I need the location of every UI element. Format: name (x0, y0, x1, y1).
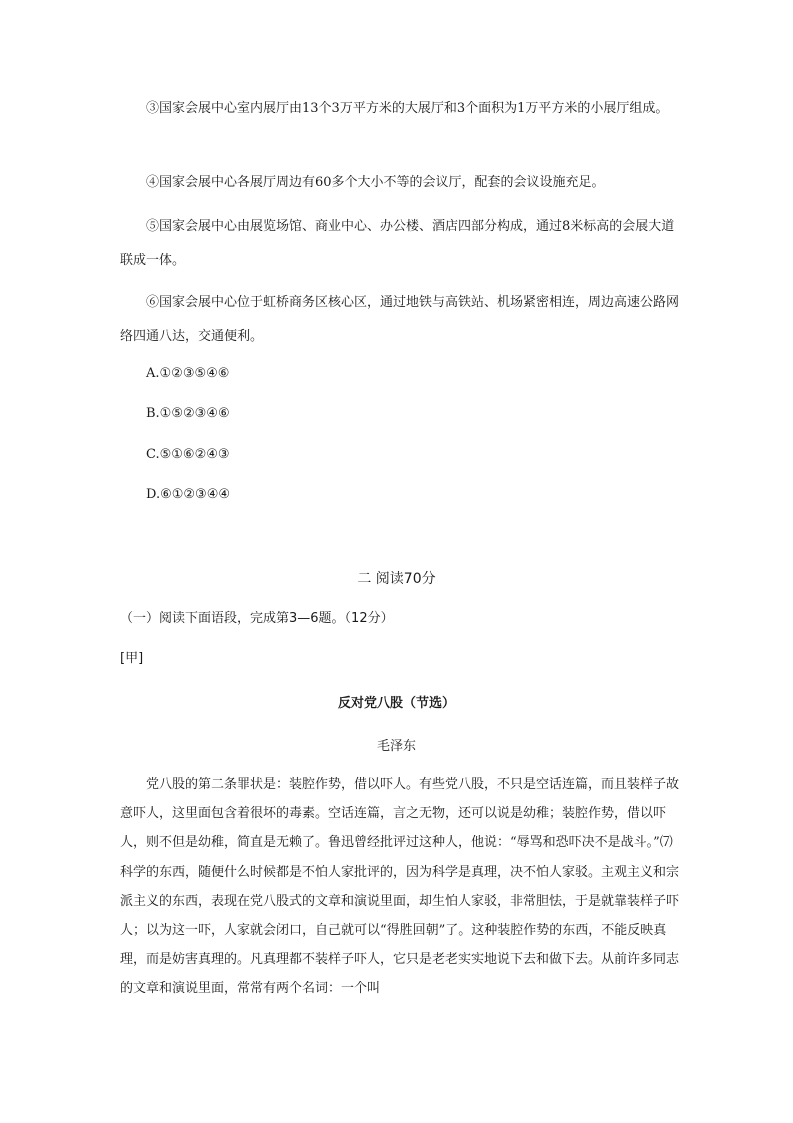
choice-b: B.①⑤②③④⑥ (146, 406, 230, 421)
passage-label: [甲] (120, 651, 144, 666)
option-statement-3: ③国家会展中心室内展厅由13个3万平方米的大展厅和3个面积为1万平方米的小展厅组成。 (146, 101, 669, 116)
option-statement-6: ⑥国家会展中心位于虹桥商务区核心区，通过地铁与高铁站、机场紧密相连，周边高速公路网络四通八达，交通便利。 (120, 295, 680, 344)
section-heading: 二 阅读70分 (357, 571, 436, 587)
choice-a: A.①②③⑤④⑥ (146, 366, 230, 381)
question-intro: （一）阅读下面语段，完成第3—6题。（12分） (120, 611, 394, 626)
choice-c: C.⑤①⑥②④③ (146, 447, 230, 462)
passage-title: 反对党八股（节选） (337, 696, 455, 711)
choice-d: D.⑥①②③④④ (146, 487, 231, 502)
option-statement-5: ⑤国家会展中心由展览场馆、商业中心、办公楼、酒店四部分构成，通过8米标高的会展大道联成一体。 (120, 219, 675, 268)
passage-author: 毛泽东 (376, 739, 416, 754)
passage-body: 党八股的第二条罪状是：装腔作势，借以吓人。有些党八股，不只是空话连篇，而且装样子故意吓人，这里面包含着很坏的毒素。空话连篇，言之无物，还可以说是幼稚；装腔作势，借以吓人，则不但是幼稚，简直是无赖了。鲁迅曾经批评过这种人，他说：“辱骂和恐吓决不是战斗。”⑺科学的东西，随便什么时候都是不怕人家批评的，因为科学是真理，决不怕人家驳。主观主义和宗派主义的东西，表现在党八股式的文章和演说里面，却生怕人家驳，非常胆怯，于是就靠装样子吓人；以为这一吓，人家就会闭口，自己就可以“得胜回朝”了。这种装腔作势的东西，不能反映真理，而是妨害真理的。凡真理都不装样子吓人，它只是老老实实地说下去和做下去。从前许多同志的文章和演说里面，常常有两个名词：一个叫 (120, 777, 680, 997)
option-statement-4: ④国家会展中心各展厅周边有60多个大小不等的会议厅，配套的会议设施充足。 (146, 175, 605, 190)
